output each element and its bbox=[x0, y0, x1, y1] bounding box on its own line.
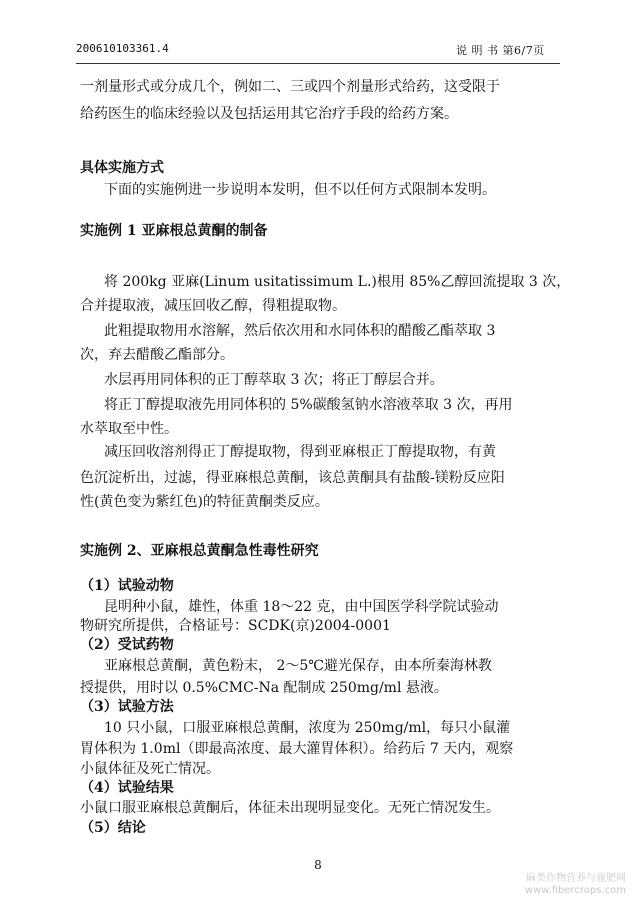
text-line: 性(黄色变为紫红色)的特征黄酮类反应。 bbox=[80, 494, 329, 510]
subsection-heading: （5）结论 bbox=[80, 820, 146, 836]
text-line: 物研究所提供，合格证号：SCDK(京)2004-0001 bbox=[80, 618, 391, 634]
section-heading: 具体实施方式 bbox=[80, 160, 164, 176]
text-line: 将正丁醇提取液先用同体积的 5%碳酸氢钠水溶液萃取 3 次，再用 bbox=[104, 397, 513, 413]
text-line: 水层再用同体积的正丁醇萃取 3 次；将正丁醇层合并。 bbox=[104, 372, 444, 388]
header-title-page: 说 明 书 第6/7页 bbox=[456, 44, 545, 57]
text-line: 胃体积为 1.0ml（即最高浓度、最大灌胃体积）。给药后 7 天内，观察 bbox=[80, 741, 514, 757]
text-line: 给药医生的临床经验以及包括运用其它治疗手段的给药方案。 bbox=[80, 106, 458, 122]
subsection-heading: （3）试验方法 bbox=[80, 699, 174, 715]
text-line: 小鼠体征及死亡情况。 bbox=[80, 761, 220, 777]
text-line: 合并提取液，减压回收乙醇，得粗提取物。 bbox=[80, 298, 346, 314]
patent-number: 200610103361.4 bbox=[76, 42, 169, 55]
text-line: 小鼠口服亚麻根总黄酮后，体征未出现明显变化。无死亡情况发生。 bbox=[80, 800, 500, 816]
text-line: 将 200kg 亚麻(Linum usitatissimum L.)根用 85%乙醇回流提取 3 次， bbox=[104, 274, 571, 290]
text-line: 10 只小鼠，口服亚麻根总黄酮，浓度为 250mg/ml，每只小鼠灌 bbox=[104, 720, 511, 736]
example-heading: 实施例 1 亚麻根总黄酮的制备 bbox=[80, 223, 268, 239]
example-heading: 实施例 2、亚麻根总黄酮急性毒性研究 bbox=[80, 543, 319, 559]
text-line: 授提供，用时以 0.5%CMC-Na 配制成 250mg/ml 悬液。 bbox=[80, 680, 448, 696]
text-line: 水萃取至中性。 bbox=[80, 421, 178, 437]
watermark-line: 麻类作物营养与施肥网 bbox=[526, 873, 626, 884]
text-line: 昆明种小鼠，雄性，体重 18～22 克，由中国医学科学院试验动 bbox=[104, 599, 499, 615]
text-line: 次，弃去醋酸乙酯部分。 bbox=[80, 347, 234, 363]
watermark-line: www.fibercrops.com bbox=[524, 885, 626, 896]
text-line: 此粗提取物用水溶解，然后依次用和水同体积的醋酸乙酯萃取 3 bbox=[104, 323, 496, 339]
header-rule bbox=[76, 63, 560, 64]
subsection-heading: （4）试验结果 bbox=[80, 780, 174, 796]
subsection-heading: （1）试验动物 bbox=[80, 578, 174, 594]
text-line: 一剂量形式或分成几个，例如二、三或四个剂量形式给药，这受限于 bbox=[80, 79, 500, 95]
text-line: 色沉淀析出，过滤，得亚麻根总黄酮，该总黄酮具有盐酸-镁粉反应阳 bbox=[80, 470, 505, 486]
subsection-heading: （2）受试药物 bbox=[80, 637, 174, 653]
text-line: 下面的实施例进一步说明本发明，但不以任何方式限制本发明。 bbox=[104, 182, 496, 198]
text-line: 亚麻根总黄酮，黄色粉末， 2～5℃避光保存，由本所秦海林教 bbox=[104, 658, 492, 674]
text-line: 减压回收溶剂得正丁醇提取物，得到亚麻根正丁醇提取物，有黄 bbox=[104, 444, 496, 460]
watermark bbox=[525, 873, 626, 897]
page-number: 8 bbox=[314, 858, 322, 872]
